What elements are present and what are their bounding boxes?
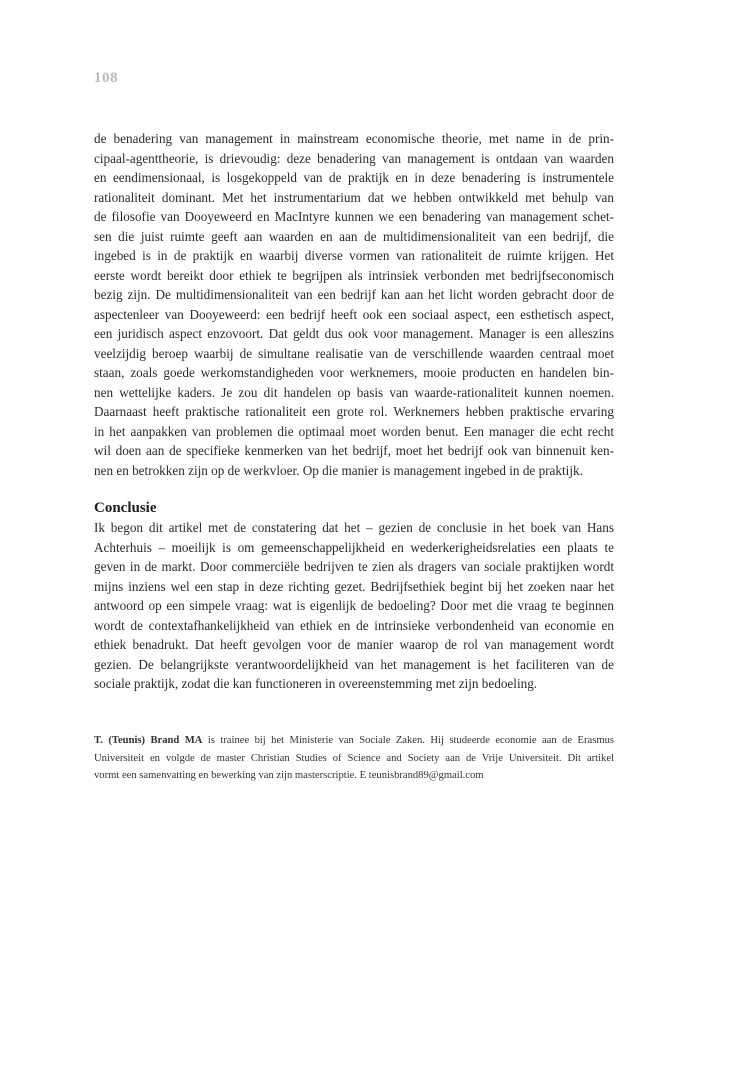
- text-line: in het aanpakken van problemen die optimaal moet worden benut. Een manager die echt recht: [94, 423, 614, 439]
- author-bio-line1-text: is trainee bij het Ministerie van Sociale Zaken. Hij studeerde economie aan de Erasmus: [202, 735, 614, 746]
- text-line: aspectenleer van Dooyeweerd: een bedrijf heeft ook een sociaal aspect, een esthetisch aspect,: [94, 306, 614, 322]
- text-line: nen wettelijke kaders. Je zou dit handelen op basis van waarde-rationaliteit kunnen noemen.: [94, 384, 614, 400]
- author-bio-line: vormt een samenvatting en bewerking van zijn masterscriptie. E teunisbrand89@gmail.com: [94, 770, 484, 781]
- text-line: sen die juist ruimte geeft aan waarden en aan de multidimensionaliteit van een bedrijf, die: [94, 228, 614, 244]
- text-line: ingebed is in de praktijk en waarbij diverse vormen van rationaliteit de ruimte krijgen. Het: [94, 248, 614, 263]
- paragraph-management: [94, 129, 614, 480]
- text-line: nen en betrokken zijn op de werkvloer. Op die manier is management ingebed in de praktijk.: [94, 462, 583, 478]
- text-line: de benadering van management in mainstream economische theorie, met name in de prin-: [94, 131, 614, 146]
- text-line: antwoord op een simpele vraag: wat is eigenlijk de bedoeling? Door met die vraag te beginnen: [94, 598, 614, 613]
- text-line: gezien. De belangrijkste verantwoordelijkheid van het management is het faciliteren van de: [94, 656, 614, 672]
- text-line: eerste wordt bereikt door ethiek te begrijpen als intrinsiek verbonden met bedrijfseconomisch: [94, 267, 614, 283]
- text-line: Achterhuis – moeilijk is om gemeenschappelijkheid en wederkerigheidsrelaties een plaats te: [94, 539, 614, 555]
- article-body: [94, 129, 614, 694]
- text-line: geven in de markt. Door commerciële bedrijven te zien als dragers van sociale praktijken wordt: [94, 559, 614, 574]
- text-line: de filosofie van Dooyeweerd en MacIntyre kunnen we een benadering van management schet-: [94, 209, 614, 224]
- author-bio-line: [94, 732, 614, 750]
- text-line: veelzijdig beroep waarbij de simultane realisatie van de verschillende waarden centraal moet: [94, 345, 614, 361]
- text-line: Ik begon dit artikel met de constatering dat het – gezien de conclusie in het boek van Hans: [94, 520, 614, 535]
- text-line: sociale praktijk, zodat die kan functioneren in overeenstemming met zijn bedoeling.: [94, 676, 538, 691]
- page-number: 108: [94, 70, 118, 86]
- text-line: wordt de contextafhankelijkheid van ethiek en de intrinsieke verbondenheid van economie en: [94, 617, 614, 633]
- paragraph-conclusie: [94, 518, 614, 694]
- text-line: staan, zoals goede werkomstandigheden voor werknemers, mooie producten en handelen bin-: [94, 365, 614, 380]
- text-line: wil doen aan de specifieke kenmerken van het bedrijf, moet het bedrijf ook van binnenuit ken-: [94, 443, 614, 458]
- author-name: T. (Teunis) Brand MA: [94, 735, 203, 746]
- author-bio-line: Universiteit en volgde de master Christian Studies of Science and Society aan de Vrije Universiteit. Dit artikel: [94, 752, 614, 764]
- text-line: cipaal-agenttheorie, is drievoudig: deze benadering van management is ontdaan van waarden: [94, 150, 614, 166]
- text-line: mijns inziens wel een stap in deze richting gezet. Bedrijfsethiek begint bij het zoeken naar het: [94, 578, 614, 594]
- section-heading-conclusie: Conclusie: [94, 500, 157, 516]
- text-line: Daarnaast heeft praktische rationaliteit een grote rol. Werknemers hebben praktische ervaring: [94, 404, 614, 419]
- author-bio: [94, 732, 614, 785]
- text-line: ethiek benadrukt. Dat heeft gevolgen voor de manier waarop de rol van management wordt: [94, 637, 614, 652]
- text-line: rationaliteit dominant. Met het instrumentarium dat we hebben ontwikkeld met behulp van: [94, 189, 614, 205]
- text-line: een juridisch aspect enzovoort. Dat geldt dus ook voor management. Manager is een alleszins: [94, 326, 614, 341]
- text-line: bezig zijn. De multidimensionaliteit van een bedrijf kan aan het licht worden gebracht door de: [94, 287, 614, 302]
- text-line: en eendimensionaal, is losgekoppeld van de praktijk en in deze benadering is instrumentele: [94, 170, 614, 185]
